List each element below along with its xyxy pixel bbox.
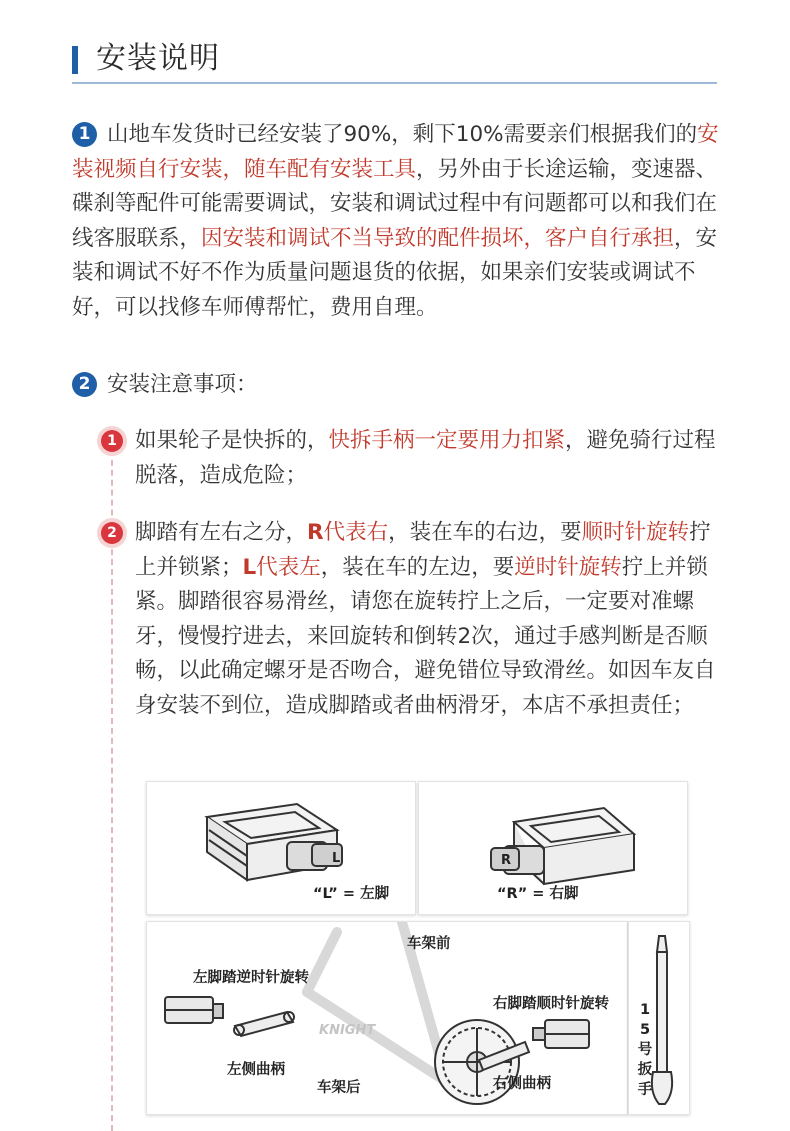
- pedal-l-mark: L: [332, 851, 341, 866]
- section1-seg-0: 山地车发货时已经安装了90%，剩下10%需要亲们根据我们的: [107, 122, 698, 147]
- item2-seg-8: ，装在车的左边，要: [320, 554, 515, 580]
- item2-seg-1: R: [307, 520, 324, 545]
- section2-number-icon: 2: [72, 372, 97, 397]
- section1-seg-4: ，安装和调试不好不作为质量问题退货的依据，如果亲们安装或调试不好，可以找修车师傅帮忙，费用自理。: [72, 225, 718, 320]
- section1-number-icon: 1: [72, 122, 97, 147]
- right-pedal-panel: [418, 781, 688, 915]
- item2-seg-10: 拧上并锁紧。脚踏很容易滑丝，请您在旋转拧上之后，一定要对准螺牙，慢慢拧进去，来回旋转和倒转2次，通过手感判断是否顺畅，以此确定螺牙是否吻合，避免错位导致滑丝。如因车友自身安装不到位，造成脚踏或者曲柄滑牙，本店不承担责任；: [135, 554, 716, 718]
- section1-paragraph: [72, 118, 722, 325]
- right-pedal-direction-label: 右脚踏顺时针旋转: [493, 996, 609, 1012]
- right-crank-label: 右侧曲柄: [493, 1076, 551, 1092]
- item2-seg-6: L: [242, 554, 257, 580]
- section1-highlight-liability: 因安装和调试不当导致的配件损坏，客户自行承担: [201, 225, 675, 251]
- section1-highlight-install-video: 安装视频自行安装，随车配有安装工具: [72, 122, 719, 182]
- left-pedal-panel: [146, 781, 416, 915]
- left-crank-label: 左侧曲柄: [227, 1062, 285, 1078]
- item1-seg-1: 快拆手柄一定要用力扣紧: [328, 428, 566, 453]
- wrench-panel: [628, 921, 690, 1115]
- item2-seg-4: 顺时针旋转: [581, 520, 690, 545]
- pedal-left-caption: “L” = 左脚: [313, 886, 390, 902]
- item2-marker-icon: 2: [101, 522, 123, 544]
- section-header: [72, 40, 717, 84]
- crank-diagram-panel: [146, 921, 628, 1115]
- section2-title: 安装注意事项：: [107, 372, 258, 397]
- item2-seg-9: 逆时针旋转: [514, 554, 622, 580]
- section2-heading: [72, 370, 258, 400]
- section1-seg-2: ，另外由于长途运输，变速器、碟刹等配件可能需要调试，安装和调试过程中有问题都可以和我们在线客服联系，: [72, 156, 718, 251]
- frame-brand-mark: KNIGHT: [319, 1023, 376, 1038]
- item2-seg-5: 拧上并锁紧；: [135, 520, 711, 580]
- header-accent-bar: [72, 46, 78, 74]
- notice-item-2: [135, 516, 725, 723]
- item2-seg-2: 代表右: [323, 520, 389, 545]
- wrench-label: 15号扳手: [637, 1002, 653, 1098]
- item2-seg-0: 脚踏有左右之分，: [135, 520, 308, 545]
- item2-seg-3: ，装在车的右边，要: [388, 520, 582, 545]
- bike-frame-illustration: [147, 922, 627, 1114]
- pedal-right-caption: “R” = 右脚: [497, 886, 579, 902]
- frame-front-label: 车架前: [407, 936, 451, 952]
- left-pedal-direction-label: 左脚踏逆时针旋转: [193, 970, 309, 986]
- item1-seg-2: ，避免骑行过程脱落，造成危险；: [135, 428, 716, 488]
- item1-marker-icon: 1: [101, 430, 123, 452]
- item2-seg-7: 代表左: [256, 554, 321, 580]
- pedal-r-mark: R: [501, 853, 512, 868]
- item1-seg-0: 如果轮子是快拆的，: [135, 428, 329, 453]
- page-title: 安装说明: [96, 41, 220, 76]
- notice-item-1: [135, 424, 725, 493]
- frame-rear-label: 车架后: [317, 1080, 361, 1096]
